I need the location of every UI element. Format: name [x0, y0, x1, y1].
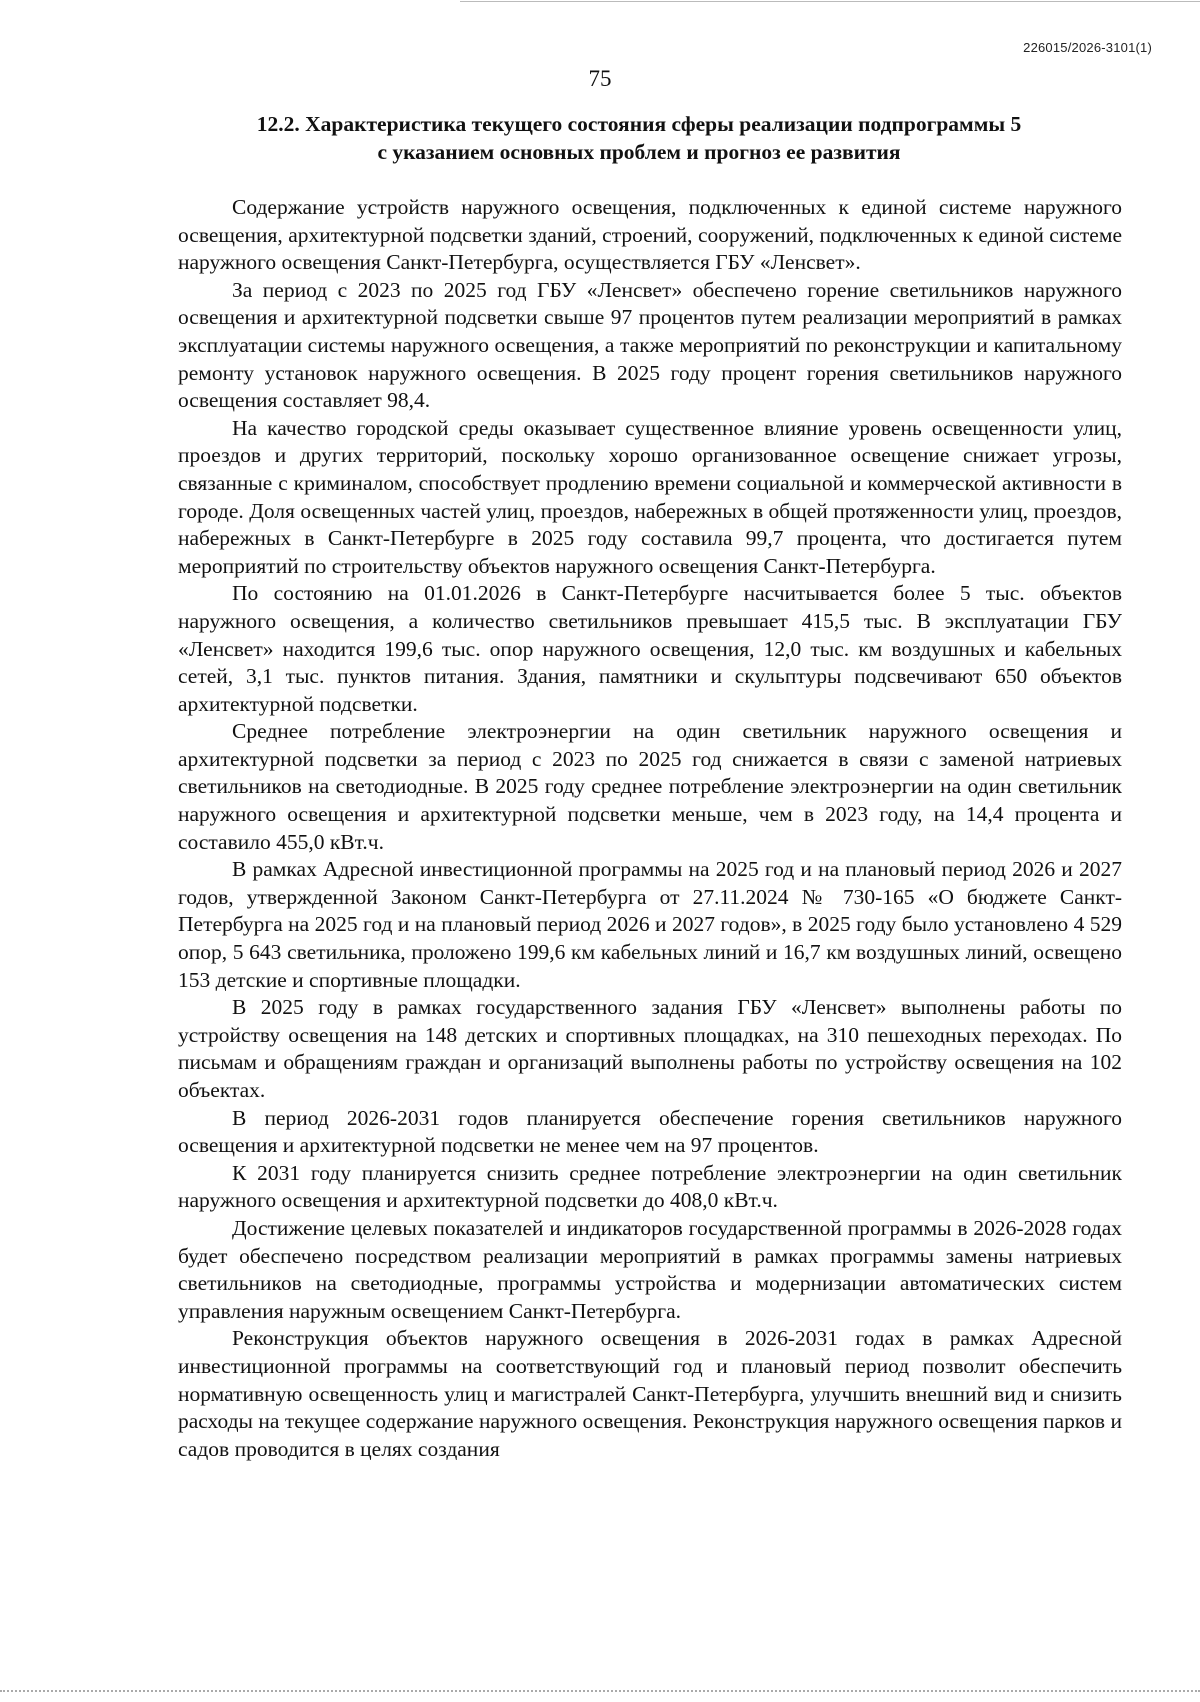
section-heading-line-1: 12.2. Характеристика текущего состояния сферы реализации подпрограммы 5	[256, 112, 1022, 136]
section-heading-line-2: с указанием основных проблем и прогноз ее развития	[377, 140, 901, 164]
paragraph-10: Достижение целевых показателей и индикаторов государственной программы в 2026-2028 годах будет обеспечено посредством реализации мероприятий в рамках программы замены натриевых светильников на светодиодные, программы устройства и модернизации автоматических систем управления наружным освещением Санкт-Петербурга.	[178, 1215, 1122, 1323]
paragraph-9: К 2031 году планируется снизить среднее потребление электроэнергии на один светильник наружного освещения и архитектурной подсветки до 408,0 кВт.ч.	[178, 1160, 1122, 1213]
paragraph-2: За период с 2023 по 2025 год ГБУ «Ленсвет» обеспечено горение светильников наружного освещения и архитектурной подсветки свыше 97 процентов путем реализации мероприятий в рамках эксплуатации системы наружного освещения, а также мероприятий по реконструкции и капитальному ремонту установок наружного освещения. В 2025 году процент горения светильников наружного освещения составляет 98,4.	[178, 277, 1122, 413]
document-id: 226015/2026-3101(1)	[1023, 40, 1152, 55]
paragraph-3: На качество городской среды оказывает существенное влияние уровень освещенности улиц, проездов и других территорий, поскольку хорошо организованное освещение снижает угрозы, связанные с криминалом, способствует продлению времени социальной и коммерческой активности в городе. Доля освещенных частей улиц, проездов, набережных в общей протяженности улиц, проездов, набережных в Санкт-Петербурге в 2025 году составила 99,7 процента, что достигается путем мероприятий по строительству объектов наружного освещения Санкт-Петербурга.	[178, 415, 1122, 578]
paragraph-4: По состоянию на 01.01.2026 в Санкт-Петербурге насчитывается более 5 тыс. объектов наружного освещения, а количество светильников превышает 415,5 тыс. В эксплуатации ГБУ «Ленсвет» находится 199,6 тыс. опор наружного освещения, 12,0 тыс. км воздушных и кабельных сетей, 3,1 тыс. пунктов питания. Здания, памятники и скульптуры подсвечивают 650 объектов архитектурной подсветки.	[178, 581, 1122, 716]
paragraph-1: Содержание устройств наружного освещения, подключенных к единой системе наружного освещения, архитектурной подсветки зданий, строений, сооружений, подключенных к единой системе наружного освещения Санкт-Петербурга, осуществляется ГБУ «Ленсвет».	[178, 195, 1122, 275]
page-number: 75	[588, 66, 612, 91]
paragraph-7: В 2025 году в рамках государственного задания ГБУ «Ленсвет» выполнены работы по устройству освещения на 148 детских и спортивных площадках, на 310 пешеходных переходах. По письмам и обращениям граждан и организаций выполнены работы по устройству освещения на 102 объектах.	[178, 995, 1122, 1102]
scan-edge-bottom	[0, 1690, 1200, 1692]
section-heading	[178, 110, 1100, 166]
paragraph-8: В период 2026-2031 годов планируется обеспечение горения светильников наружного освещения и архитектурной подсветки не менее чем на 97 процентов.	[178, 1105, 1122, 1158]
body-text	[178, 194, 1122, 1463]
paragraph-6: В рамках Адресной инвестиционной программы на 2025 год и на плановый период 2026 и 2027 годов, утвержденной Законом Санкт-Петербурга от 27.11.2024 № 730-165 «О бюджете Санкт-Петербурга на 2025 год и на плановый период 2026 и 2027 годов», в 2025 году было установлено 4 529 опор, 5 643 светильника, проложено 199,6 км кабельных линий и 16,7 км воздушных линий, освещено 153 детские и спортивные площадки.	[178, 857, 1122, 992]
scan-edge-top	[460, 1, 1200, 2]
paragraph-11: Реконструкция объектов наружного освещения в 2026-2031 годах в рамках Адресной инвестиционной программы на соответствующий год и плановый период позволит обеспечить нормативную освещенность улиц и магистралей Санкт-Петербурга, улучшить внешний вид и снизить расходы на текущее содержание наружного освещения. Реконструкция наружного освещения парков и садов проводится в целях создания	[178, 1326, 1122, 1461]
paragraph-5: Среднее потребление электроэнергии на один светильник наружного освещения и архитектурной подсветки за период с 2023 по 2025 год снижается в связи с заменой натриевых светильников на светодиодные. В 2025 году среднее потребление электроэнергии на один светильник наружного освещения и архитектурной подсветки меньше, чем в 2023 году, на 14,4 процента и составило 455,0 кВт.ч.	[178, 719, 1122, 854]
